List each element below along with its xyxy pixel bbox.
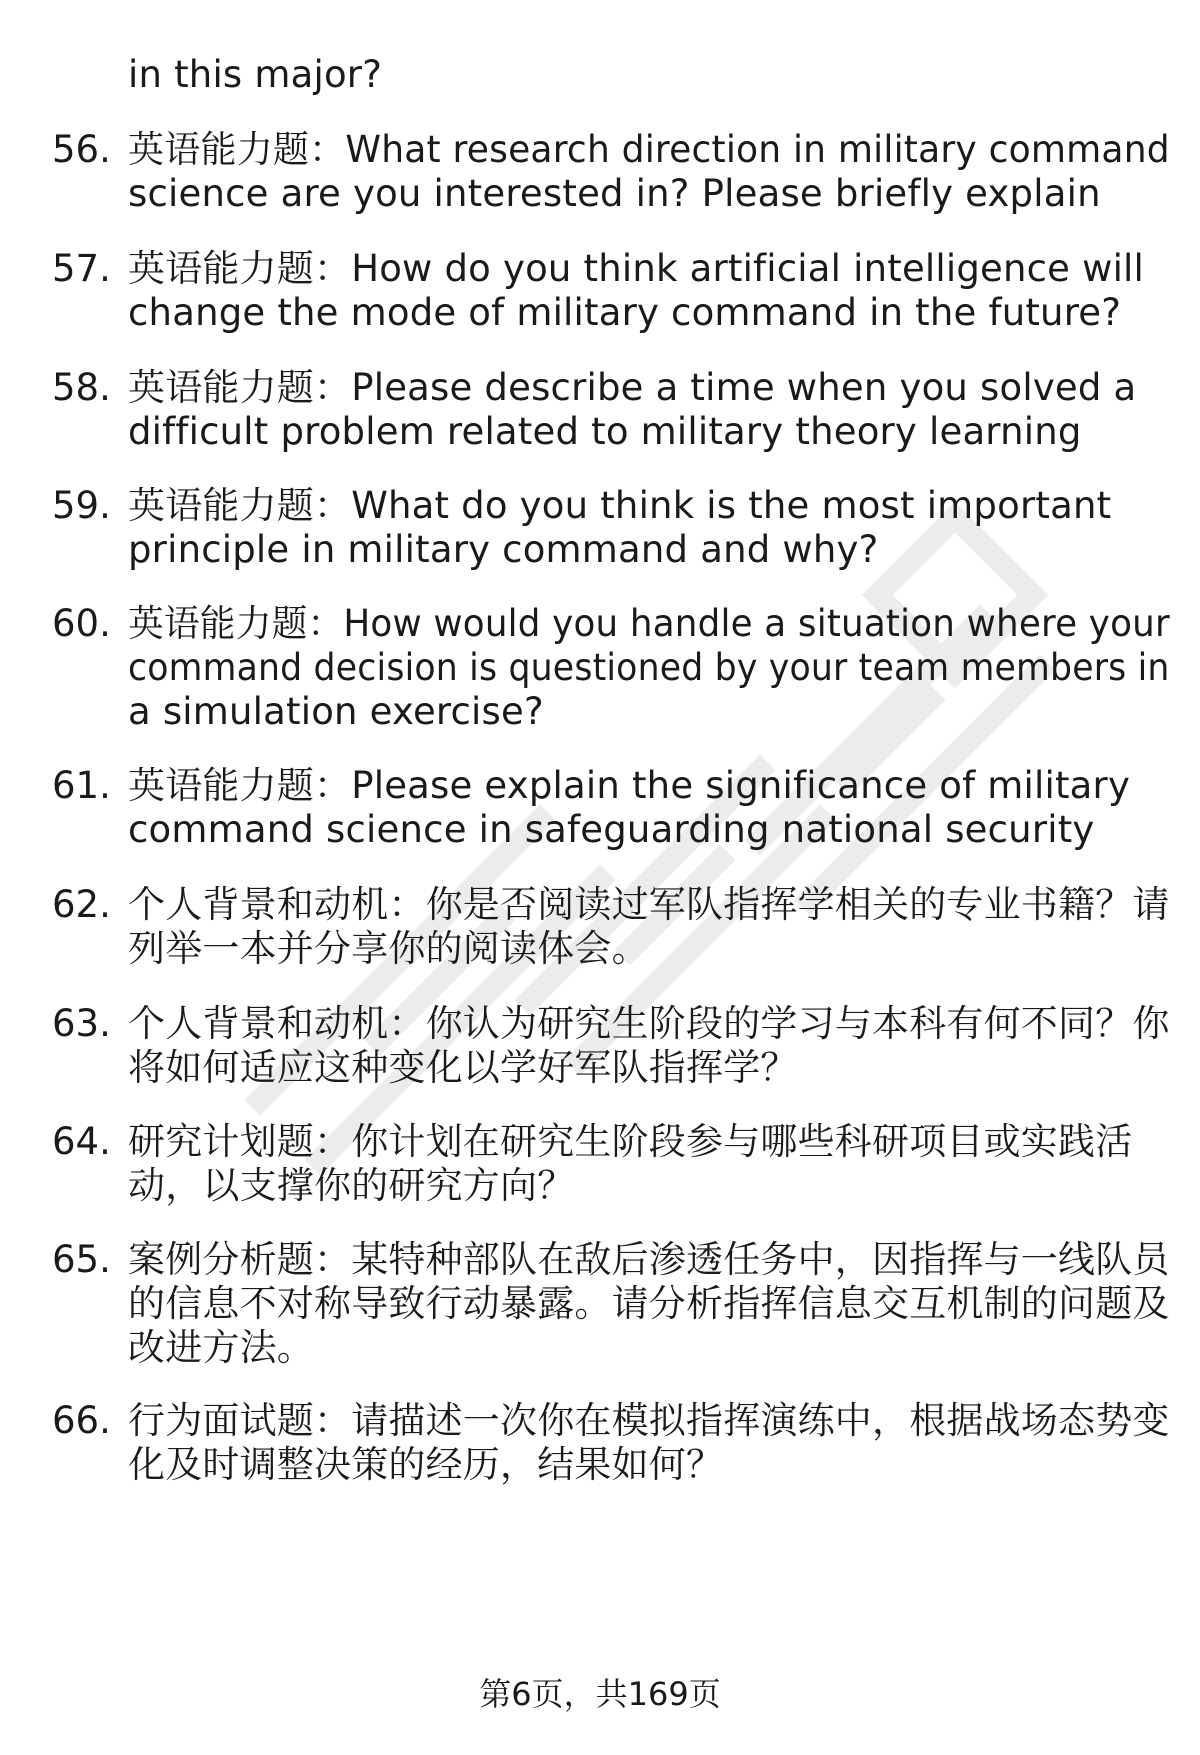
question-text-line: 个人背景和动机：你是否阅读过军队指挥学相关的专业书籍？请 [128,883,1170,926]
question-text-line: 将如何适应这种变化以学好军队指挥学？ [128,1046,798,1089]
question-text-line: 的信息不对称导致行动暴露。请分析指挥信息交互机制的问题及 [128,1282,1170,1325]
question-text-line: command science in safeguarding national security [128,808,1095,851]
question-text-line: science are you interested in? Please briefly explain [128,172,1101,215]
question-text-line: 案例分析题：某特种部队在敌后渗透任务中，因指挥与一线队员 [128,1238,1170,1281]
question-number: 58. [52,366,111,409]
question-text-line: difficult problem related to military theory learning [128,410,1082,453]
carryover-line: in this major? [128,53,383,96]
question-number: 64. [52,1120,111,1163]
question-text-line: 英语能力题：How would you handle a situation where your [128,602,1170,645]
question-text-line: 英语能力题：Please describe a time when you solved a [128,366,1137,409]
question-number: 66. [52,1399,111,1442]
question-number: 65. [52,1238,111,1281]
question-number: 59. [52,484,111,527]
question-number: 61. [52,764,111,807]
question-number: 57. [52,247,111,290]
question-text-line: command decision is questioned by your team members in [128,646,1170,689]
question-text-line: change the mode of military command in the future? [128,291,1122,334]
question-text-line: 英语能力题：Please explain the significance of military [128,764,1131,807]
question-text-line: 英语能力题：What research direction in military command [128,128,1170,171]
question-text-line: 行为面试题：请描述一次你在模拟指挥演练中，根据战场态势变 [128,1399,1170,1442]
question-text-line: 英语能力题：What do you think is the most important [128,484,1112,527]
question-text-line: principle in military command and why? [128,528,879,571]
question-number: 56. [52,128,111,171]
question-text-line: 化及时调整决策的经历，结果如何？ [128,1443,724,1486]
question-number: 63. [52,1002,111,1045]
question-text-line: 改进方法。 [128,1326,314,1369]
question-text-line: a simulation exercise? [128,690,544,733]
question-number: 62. [52,883,111,926]
question-number: 60. [52,602,111,645]
page-footer: 第6页，共169页 [479,1675,721,1713]
question-text-line: 动，以支撑你的研究方向？ [128,1164,575,1207]
question-text-line: 英语能力题：How do you think artificial intelligence will [128,247,1145,290]
question-text-line: 列举一本并分享你的阅读体会。 [128,927,649,970]
question-text-line: 个人背景和动机：你认为研究生阶段的学习与本科有何不同？你 [128,1002,1170,1045]
question-text-line: 研究计划题：你计划在研究生阶段参与哪些科研项目或实践活 [128,1120,1133,1163]
